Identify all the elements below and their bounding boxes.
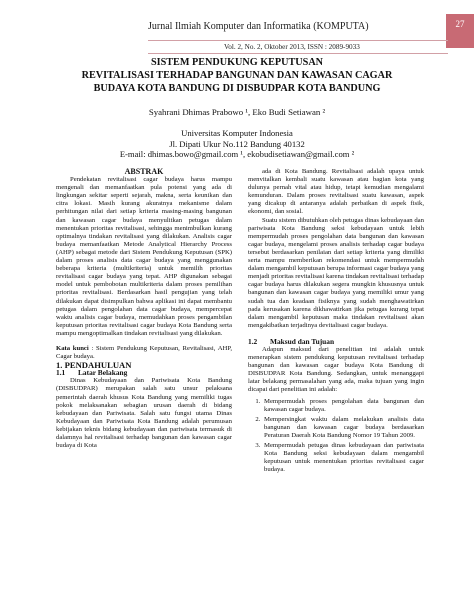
title-line-3: BUDAYA KOTA BANDUNG DI DISBUDPAR KOTA BANDUNG bbox=[93, 83, 381, 94]
abstract-heading: ABSTRAK bbox=[124, 167, 164, 176]
right-column bbox=[248, 168, 424, 476]
keywords bbox=[56, 345, 232, 361]
address: Jl. Dipati Ukur No.112 Bandung 40132 bbox=[169, 138, 305, 149]
abstract-body: Pendekatan revitalisasi cagar budaya harus mampu mengenali dan memanfaatkan pula potensi yang ada di lingkungan sekitar seperti sejarah, makna, serta keunikan dan citra lokasi. Masih kurang akuratnya mekanisme dalam perhitungan nilai dari setiap kriteria masing-masing bangunan dan kawasan cagar budaya menyulitkan petugas dalam menentukan prioritas revitalisasi, sehingga menimbulkan kurang optimalnya tindakan revitalisasi yang dilakukan. Analisis cagar budaya memanfaatkan Metode Analytical Hierarchy Process (AHP) sebagai metode dari Sistem Pendukung Keputusan (SPK) dalam proses analisis data cagar budaya yang menggunakan beberapa kriteria (multikriteria) untuk memilih prioritas revitalisasi cagar budaya yang tepat. AHP digunakan sebagai model untuk pembobotan multikriteria dalam proses pemilihan prioritas revitalisasi. Berdasarkan hasil pengujian yang telah dilakukan dapat disimpulkan bahwa aplikasi ini dapat membantu petugas dalam pengolahan data cagar budaya, mempercepat waktu analisis cagar budaya, memudahkan proses pengambilan keputusan prioritas revitalisasi cagar budaya Kota Bandung serta mampu mengoptimalkan tindakan revitalisasi yang dilakukan. bbox=[56, 176, 232, 337]
keywords-label: Kata kunci bbox=[56, 344, 89, 352]
section-heading-pendahuluan: 1. PENDAHULUAN bbox=[56, 360, 132, 371]
subsection-heading-maksud bbox=[248, 338, 424, 346]
journal-name: Jurnal Ilmiah Komputer dan Informatika (KOMPUTA) bbox=[148, 21, 369, 32]
title-line-2: REVITALISASI TERHADAP BANGUNAN DAN KAWASAN CAGAR bbox=[81, 70, 393, 81]
goal-item: 3. Mempermudah petugas dinas kebudayaan dan pariwisata Kota Bandung seksi kebudayaan dalam mengambil keputusan untuk menentukan prioritas revitalisasi cagar budaya. bbox=[262, 442, 424, 474]
page-number-badge: 27 bbox=[446, 14, 474, 48]
authors: Syahrani Dhimas Prabowo ¹, Eko Budi Setiawan ² bbox=[148, 107, 326, 117]
maksud-tujuan-body: Adapun maksud dari penelitian ini adalah untuk menerapkan sistem pendukung keputusan revitalisasi terhadap bangunan dan kawasan cagar budaya Kota Bandung di DISBUDPAR Kota Bandung. Sedangkan, untuk menanggapi latar belakang permasalahan yang ada, maka tujuan yang ingin dicapai dari penelitian ini adalah: bbox=[248, 345, 424, 394]
paper-title bbox=[40, 56, 434, 95]
latar-belakang-body: Dinas Kebudayaan dan Pariwisata Kota Bandung (DISBUDPAR) merupakan salah satu unsur pelaksana pemerintah daerah khusus Kota Bandung yang memiliki tugas pokok melaksanakan sebagian urusan daerah di bidang kebudayaan dan Pariwisata. Salah satu fungsi utama Dinas Kebudayaan dan Pariwisata Kota Bandung adalah perumusan kebijakan teknis bidang kebudayaan dan pariwisata termasuk di dalamnya hal revitalisasi terhadap bangunan dan kawasan cagar budaya di Kota bbox=[56, 377, 232, 450]
left-column bbox=[56, 168, 232, 450]
right-para-1: ada di Kota Bandung. Revitalisasi adalah upaya untuk menvitalkan kembali suatu kawasan atau bagian kota yang dulunya pernah vital atau hidup, tetapi kemudian mengalami kemunduran. Dalam proses revitalisasi suatu kawasan, aspek yang dicakup di antaranya adalah perbaikan di aspek fisik, ekonomi, dan sosial. bbox=[248, 168, 424, 216]
email: E-mail: dhimas.bowo@gmail.com ¹, ekobudisetiawan@gmail.com ² bbox=[119, 149, 355, 160]
subsection-title: Maksud dan Tujuan bbox=[270, 336, 335, 346]
subsection-heading-latar-belakang bbox=[56, 369, 232, 377]
right-para-2: Suatu sistem dibutuhkan oleh petugas dinas kebudayaan dan pariwisata Kota Bandung seksi kebudayaan untuk lebih mempermudah proses pengolahan data bangunan dan kawasan cagar budaya, mengelami proses analisis terhadap cagar budaya tersebut berdasarkan penilaian dari setiap kriteria yang dimiliki serta mampu memberikan rekomendasi untuk mempermudah dalam mengambil keputusan berupa informasi cagar budaya yang menjadi prioritas revitalisasi karena tindakan revitalisasi terhadap cagar budaya harus dilakukan segera mungkin khususnya untuk bangunan dan kawasan cagar budaya yang memiliki umur yang sudah tua dan keadaan fisiknya yang sudah menghawatirkan pada kerusakan karena dikhawatirkan jika petugas kurang tepat dalam mengambil keputusan maka tindakan revitalisasi akan mengakibatkan terjadinya devitalisasi cagar budaya. bbox=[248, 216, 424, 329]
university: Universitas Komputer Indonesia bbox=[181, 128, 293, 138]
volume-line: Vol. 2, No. 2, Oktober 2013, ISSN : 2089-9033 bbox=[224, 43, 360, 51]
goal-item: 2. Mempersingkat waktu dalam melakukan analisis data bangunan dan kawasan cagar budaya berdasarkan Peraturan Daerah Kota Bandung Nomor 19 Tahun 2009. bbox=[262, 416, 424, 440]
subsection-number: 1.2 bbox=[248, 336, 258, 346]
goals-list bbox=[248, 398, 424, 475]
title-line-1: SISTEM PENDUKUNG KEPUTUSAN bbox=[150, 57, 324, 68]
header-rule-bottom bbox=[148, 53, 448, 54]
affiliation bbox=[40, 128, 434, 160]
goal-item: 1. Mempermudah proses pengolahan data bangunan dan kawasan cagar budaya. bbox=[262, 398, 424, 414]
keywords-text: : Sistem Pendukung Keputusan, Revitalisasi, AHP, Cagar budaya. bbox=[56, 344, 232, 361]
subsection-number: 1.1 bbox=[56, 368, 66, 378]
header-rule-top bbox=[148, 40, 448, 41]
subsection-title: Latar Belakang bbox=[78, 368, 128, 378]
